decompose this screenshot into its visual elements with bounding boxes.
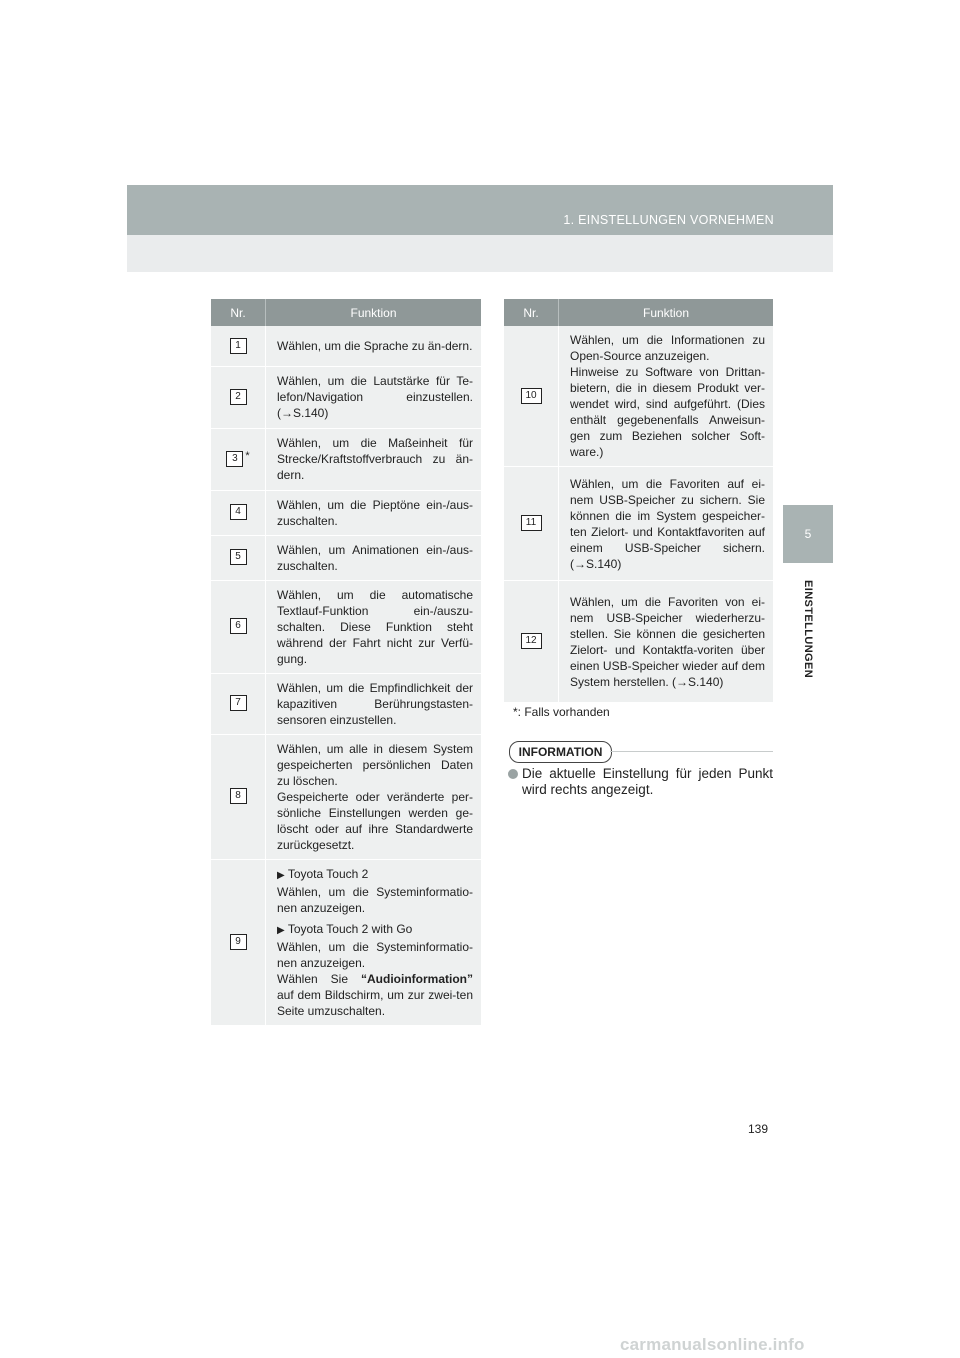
variant-heading: Toyota Touch 2 with Go [287, 921, 413, 936]
function-text: Gespeicherte oder veränderte per-sönliche Einstellungen werden ge-löscht oder auf ihre Standardwerte zurückgesetzt. [277, 789, 473, 852]
table-row [504, 581, 773, 703]
table-row [211, 326, 481, 366]
row-function [559, 326, 774, 467]
availability-asterisk: * [245, 450, 250, 462]
row-number [211, 859, 266, 1025]
row-number [211, 580, 266, 673]
function-text: Wählen, um die Favoriten von ei-nem USB-Speicher wiederherzu-stellen. Sie können die gesicherten Zielort- und Kontaktfa-voriten über einen USB-Speicher wieder auf dem System herstellen. (→S.140) [570, 594, 765, 689]
table-row [211, 366, 481, 428]
table-row [504, 326, 773, 467]
information-badge: INFORMATION [509, 741, 612, 763]
row-number [504, 467, 559, 581]
function-table-left [211, 299, 481, 1026]
table-row [211, 859, 481, 1025]
number-box: 12 [521, 633, 542, 649]
row-function [266, 673, 482, 734]
number-box: 7 [230, 695, 247, 711]
function-text: Hinweise zu Software von Drittan-bietern, die in diesem Produkt ver-wendet wird, sind aufgeführt. (Dies enthält gegebenenfalls Anweisun-gen zum Beziehen solcher Soft-ware.) [570, 365, 765, 459]
row-function [266, 734, 482, 859]
function-text: Wählen, um die Pieptöne ein-/aus-zuschalten. [277, 497, 473, 528]
row-number [211, 734, 266, 859]
row-number [211, 326, 266, 366]
row-function [266, 326, 482, 366]
table-row [211, 580, 481, 673]
row-number [504, 326, 559, 467]
number-box: 2 [230, 389, 247, 405]
variant-heading: Toyota Touch 2 [287, 866, 369, 881]
column-header-function: Funktion [559, 299, 774, 326]
watermark: carmanualsonline.info [620, 1335, 805, 1354]
select-prefix: Wählen Sie [277, 971, 349, 986]
row-function [266, 535, 482, 580]
information-divider [610, 751, 773, 752]
column-header-nr: Nr. [504, 299, 559, 326]
function-text: Wählen, um alle in diesem System gespeicherten persönlichen Daten zu löschen. [277, 741, 473, 788]
row-function [266, 428, 482, 490]
number-box: 9 [230, 934, 247, 950]
row-number [211, 490, 266, 535]
row-number [504, 581, 559, 703]
chapter-tab [783, 505, 833, 563]
row-number [211, 673, 266, 734]
table-row [211, 428, 481, 490]
table-body-right [504, 326, 773, 703]
footnote: *: Falls vorhanden [513, 705, 610, 719]
row-function [266, 580, 482, 673]
page-number: 139 [748, 1122, 769, 1136]
header-sub-band [127, 235, 833, 272]
row-function [559, 467, 774, 581]
number-box: 4 [230, 504, 247, 520]
number-box: 11 [521, 515, 542, 531]
function-text: Wählen, um die Lautstärke für Te-lefon/Navigation einzustellen. (→S.140) [277, 374, 473, 420]
function-text: Wählen, um die automatische Textlauf-Funktion ein-/auszu-schalten. Diese Funktion steht während der Fahrt nicht zur Verfü-gung. [277, 587, 473, 666]
row-number [211, 428, 266, 490]
triangle-right-icon: ▶ [277, 924, 285, 936]
table-row [504, 467, 773, 581]
row-number [211, 535, 266, 580]
table-row [211, 673, 481, 734]
number-box: 5 [230, 549, 247, 565]
function-table-right [504, 299, 773, 703]
information-text: Die aktuelle Einstellung für jeden Punkt wird rechts angezeigt. [522, 766, 773, 797]
number-box: 10 [521, 388, 542, 404]
variant-text: Wählen, um die Systeminformatio-nen anzuzeigen. [277, 884, 473, 915]
row-function [266, 859, 482, 1025]
section-title: 1. EINSTELLUNGEN VORNEHMEN [563, 213, 774, 227]
row-function [559, 581, 774, 703]
number-box: 1 [230, 338, 247, 354]
number-box: 6 [230, 618, 247, 634]
header-band [127, 185, 833, 235]
number-box: 3 [226, 451, 243, 467]
chapter-label: EINSTELLUNGEN [802, 580, 814, 679]
column-header-nr: Nr. [211, 299, 266, 326]
number-box: 8 [230, 788, 247, 804]
triangle-right-icon: ▶ [277, 869, 285, 881]
table-body-left-row9 [211, 859, 481, 1025]
bullet-icon [508, 769, 518, 779]
function-text: Wählen, um die Empfindlichkeit der kapazitiven Berührungstasten-sensoren einzustellen. [277, 680, 473, 727]
row-function [266, 490, 482, 535]
table-row [211, 535, 481, 580]
select-suffix: auf dem Bildschirm, um zur zwei-ten Seite umzuschalten. [277, 987, 473, 1018]
row-number [211, 366, 266, 428]
table-row [211, 734, 481, 859]
function-text: Wählen, um die Informationen zu Open-Source anzuzeigen. [570, 333, 765, 363]
table-body-left [211, 326, 481, 859]
table-row [211, 490, 481, 535]
information-item [508, 766, 773, 798]
function-text: Wählen, um die Favoriten auf ei-nem USB-Speicher zu sichern. Sie können die im System gespeicher-ten Zielort- und Kontaktfavoriten auf einem USB-Speicher sichern. (→S.140) [570, 476, 765, 571]
variant-text: Wählen, um die Systeminformatio-nen anzuzeigen. [277, 939, 473, 970]
function-text: Wählen, um Animationen ein-/aus-zuschalten. [277, 542, 473, 573]
select-term: “Audioinformation” [361, 971, 473, 986]
column-header-function: Funktion [266, 299, 482, 326]
row-function [266, 366, 482, 428]
function-text: Wählen, um die Sprache zu än-dern. [277, 338, 473, 353]
function-text: Wählen, um die Maßeinheit für Strecke/Kraftstoffverbrauch zu än-dern. [277, 436, 473, 482]
chapter-number: 5 [804, 527, 812, 541]
